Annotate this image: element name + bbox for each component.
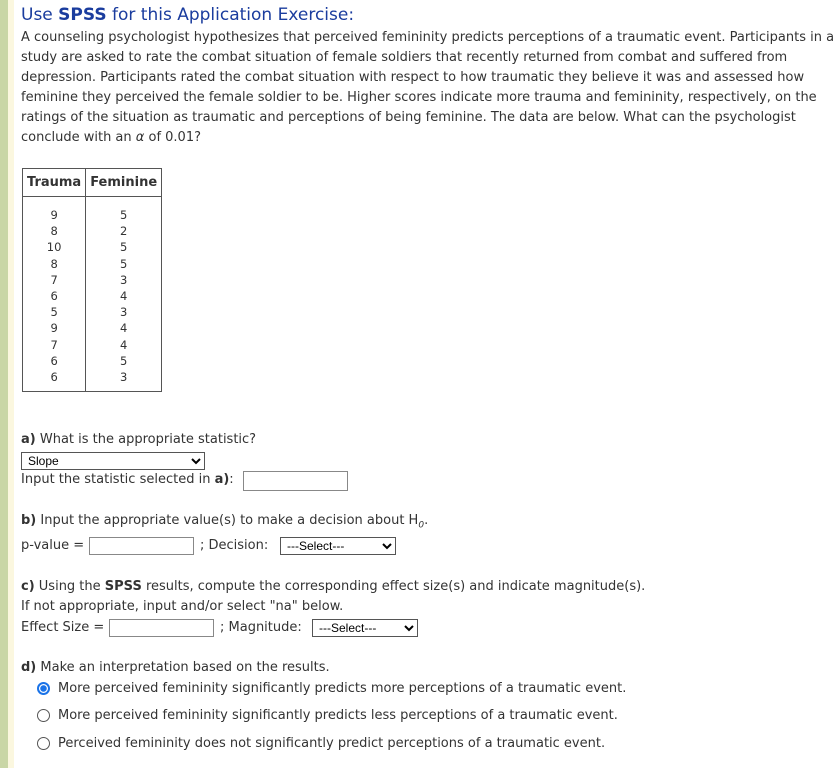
left-sidebar-strip [0,0,8,768]
part-d-text: Make an interpretation based on the results. [36,660,330,675]
part-a-label: a) [21,432,36,447]
exercise-title [21,5,354,25]
trauma-value: 7 [50,272,58,287]
trauma-value: 6 [50,353,58,368]
part-a-question [21,432,256,447]
trauma-value: 9 [50,321,58,336]
feminine-value: 5 [120,256,128,271]
part-b-question [21,513,428,531]
title-prefix: Use [21,5,59,25]
statistic-select[interactable] [21,452,205,470]
trauma-value: 9 [50,208,58,222]
part-a-input-suffix: : [229,472,234,487]
problem-end: of 0.01? [144,130,201,145]
part-d-label: d) [21,660,37,675]
trauma-column [23,197,86,392]
feminine-column [86,197,162,392]
feminine-value: 5 [120,353,128,368]
pvalue-label: p-value = [21,538,85,553]
statistic-input[interactable] [243,471,348,491]
radio-button-selected[interactable] [37,682,50,695]
part-b-end: . [424,513,429,528]
decision-select[interactable] [280,537,396,555]
header-trauma: Trauma [23,169,86,197]
part-c-label: c) [21,579,35,594]
radio-button[interactable] [37,737,50,750]
problem-text: A counseling psychologist hypothesizes that perceived femininity predicts perceptions of a traumatic event. Participants in a study are asked to rate the combat situation of female soldiers that recently returned from combat and suffered from depression. Participants rated the combat situation with respect to how traumatic they believe it was and assessed how feminine they perceived the female soldier to be. Higher scores indicate more trauma and femininity, respectively, on the ratings of the situation as traumatic and perceptions of being feminine. The data are below. What can the psychologist conclude with an [21,30,835,145]
part-b-label: b) [21,513,37,528]
part-b-text: Input the appropriate value(s) to make a decision about H [36,513,419,528]
trauma-value: 8 [50,224,58,239]
interpretation-option-2[interactable] [37,708,618,723]
part-c-note: If not appropriate, input and/or select "na" below. [21,599,344,614]
trauma-value: 7 [50,337,58,352]
feminine-value: 4 [120,337,128,352]
interpretation-option-1[interactable] [37,681,626,696]
decision-label: ; Decision: [200,538,269,553]
effect-size-input[interactable] [109,619,214,637]
feminine-value: 2 [120,224,128,239]
part-c-text: Using the [34,579,105,594]
feminine-value: 5 [120,240,128,255]
trauma-value: 6 [50,289,58,304]
feminine-value: 5 [120,208,128,222]
magnitude-label: ; Magnitude: [220,620,302,635]
feminine-value: 3 [120,305,128,320]
header-feminine: Feminine [86,169,162,197]
trauma-value: 10 [46,240,62,255]
effect-size-label: Effect Size = [21,620,105,635]
magnitude-select[interactable] [312,619,418,637]
feminine-value: 3 [120,370,128,385]
title-spss: SPSS [58,5,107,25]
radio-button[interactable] [37,709,50,722]
alpha-symbol: α [135,130,145,145]
problem-statement [21,28,840,148]
part-a-input-prefix: Input the statistic selected in [21,472,215,487]
interpretation-option-text: More perceived femininity significantly predicts more perceptions of a traumatic event. [58,681,627,696]
pvalue-input[interactable] [89,537,194,555]
trauma-value: 5 [50,305,58,320]
interpretation-option-3[interactable] [37,736,605,751]
trauma-value: 6 [50,370,58,385]
trauma-value: 8 [50,256,58,271]
part-c-question [21,579,645,594]
interpretation-option-text: More perceived femininity significantly predicts less perceptions of a traumatic event. [58,708,618,723]
part-c-end: results, compute the corresponding effect size(s) and indicate magnitude(s). [141,579,646,594]
title-suffix: for this Application Exercise: [106,5,355,25]
h0-subscript: 0 [418,520,425,531]
feminine-value: 4 [120,289,128,304]
feminine-value: 4 [120,321,128,336]
part-a-input-bold: a) [214,472,230,487]
part-c-spss: SPSS [104,579,142,594]
interpretation-option-text: Perceived femininity does not significantly predict perceptions of a traumatic event. [58,736,606,751]
part-a-input-label [21,472,234,487]
data-table [22,168,162,392]
part-d-question [21,660,330,675]
question-content [14,0,840,768]
feminine-value: 3 [120,272,128,287]
part-a-text: What is the appropriate statistic? [35,432,257,447]
